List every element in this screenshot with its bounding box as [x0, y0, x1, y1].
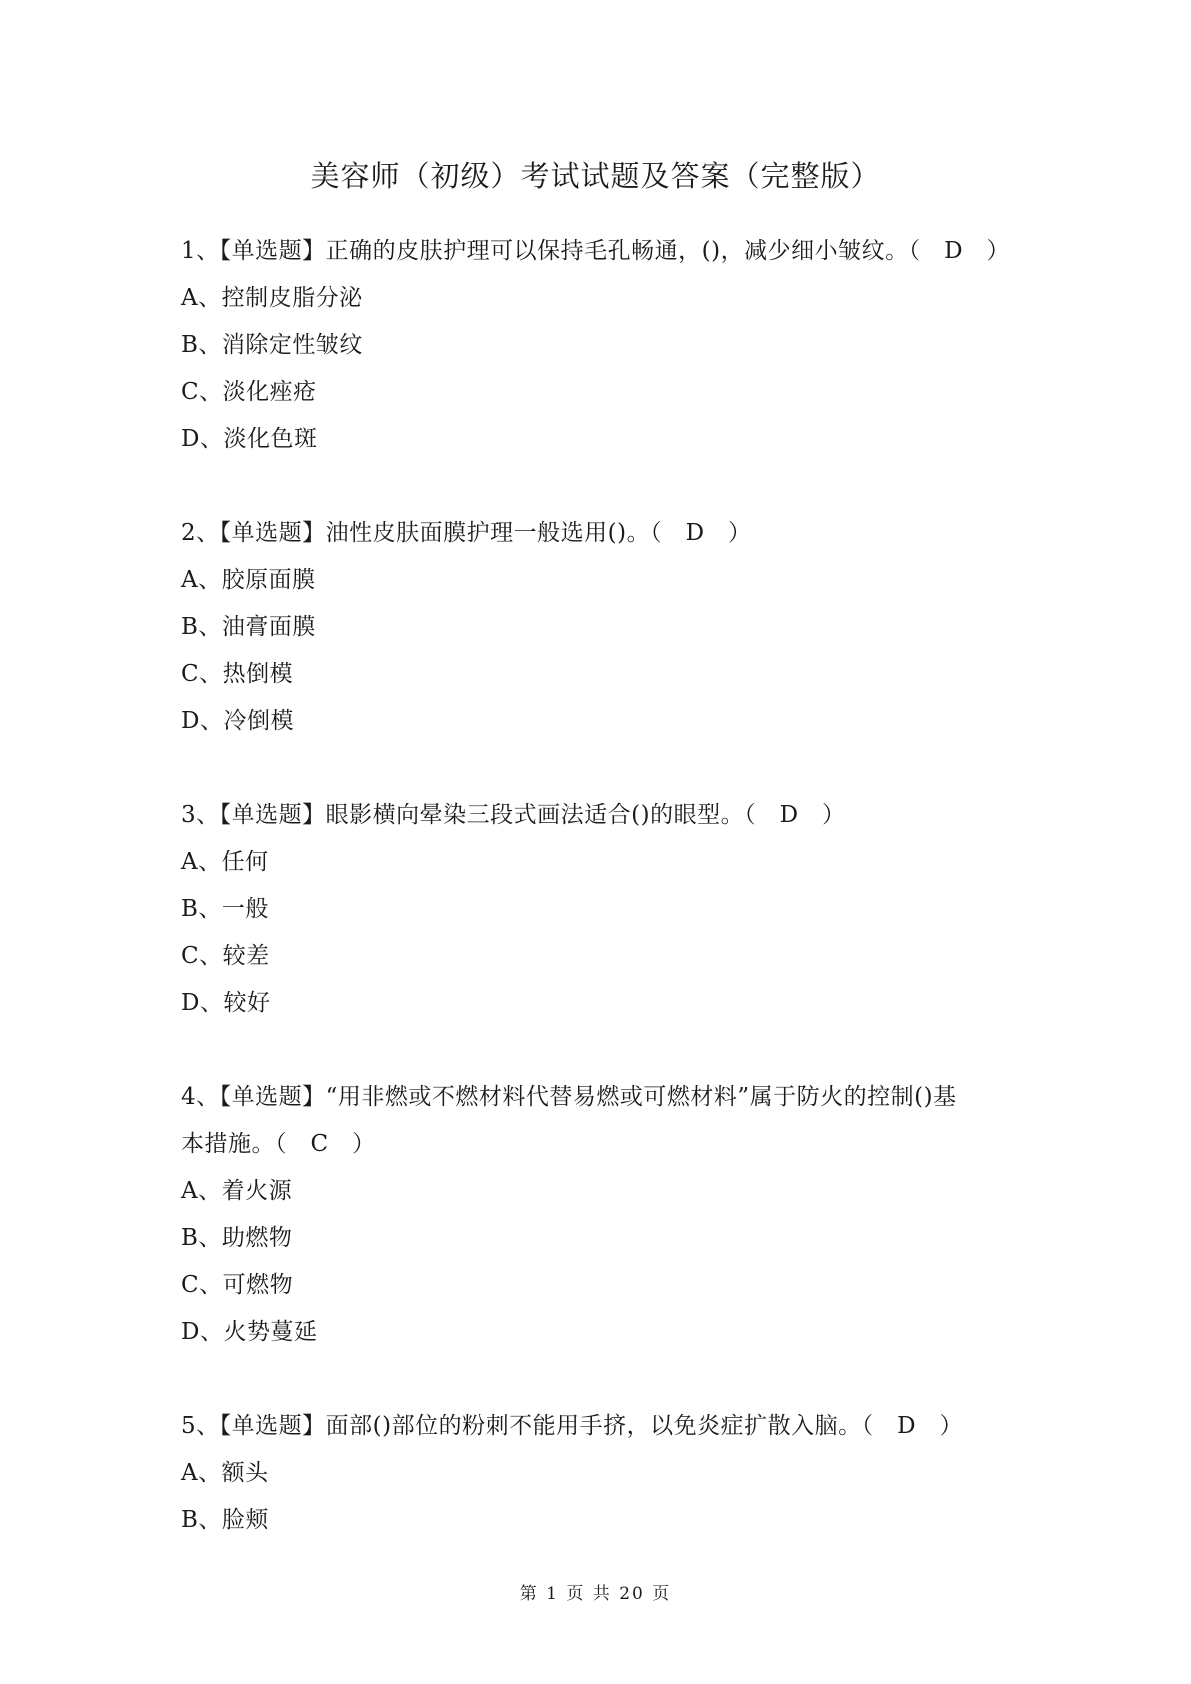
- page-footer: 第 1 页 共 20 页: [519, 1584, 672, 1604]
- option-c: C、可燃物: [181, 1272, 294, 1298]
- question-stem: 1、【单选题】正确的皮肤护理可以保持毛孔畅通，()，减少细小皱纹。（ D ）: [181, 238, 1011, 264]
- question-1: [181, 228, 1021, 463]
- option-d: D、较好: [181, 990, 271, 1016]
- option-a: A、额头: [181, 1460, 269, 1486]
- option-b: B、一般: [181, 896, 269, 922]
- option-d: D、冷倒模: [181, 708, 294, 734]
- page-title: 美容师（初级）考试试题及答案（完整版）: [310, 159, 881, 193]
- option-c: C、淡化痤疮: [181, 379, 317, 405]
- question-stem: 3、【单选题】眼影横向晕染三段式画法适合()的眼型。（ D ）: [181, 802, 846, 828]
- question-2: [181, 510, 1021, 745]
- option-c: C、热倒模: [181, 661, 294, 687]
- option-b: B、助燃物: [181, 1225, 293, 1251]
- option-a: A、控制皮脂分泌: [181, 285, 363, 311]
- option-d: D、火势蔓延: [181, 1319, 318, 1345]
- question-3: [181, 792, 1021, 1027]
- question-5: [181, 1403, 1021, 1544]
- question-stem: 4、【单选题】“用非燃或不燃材料代替易燃或可燃材料”属于防火的控制()基: [181, 1084, 957, 1110]
- question-4: [181, 1074, 1021, 1356]
- option-b: B、油膏面膜: [181, 614, 316, 640]
- question-stem-continued: 本措施。（ C ）: [181, 1131, 376, 1157]
- option-d: D、淡化色斑: [181, 426, 318, 452]
- option-a: A、胶原面膜: [181, 567, 316, 593]
- option-b: B、消除定性皱纹: [181, 332, 363, 358]
- question-stem: 2、【单选题】油性皮肤面膜护理一般选用()。（ D ）: [181, 520, 752, 546]
- option-a: A、着火源: [181, 1178, 293, 1204]
- option-a: A、任何: [181, 849, 269, 875]
- option-c: C、较差: [181, 943, 270, 969]
- option-b: B、脸颊: [181, 1507, 269, 1533]
- question-stem: 5、【单选题】面部()部位的粉刺不能用手挤，以免炎症扩散入脑。（ D ）: [181, 1413, 964, 1439]
- document-body: [181, 228, 1021, 1591]
